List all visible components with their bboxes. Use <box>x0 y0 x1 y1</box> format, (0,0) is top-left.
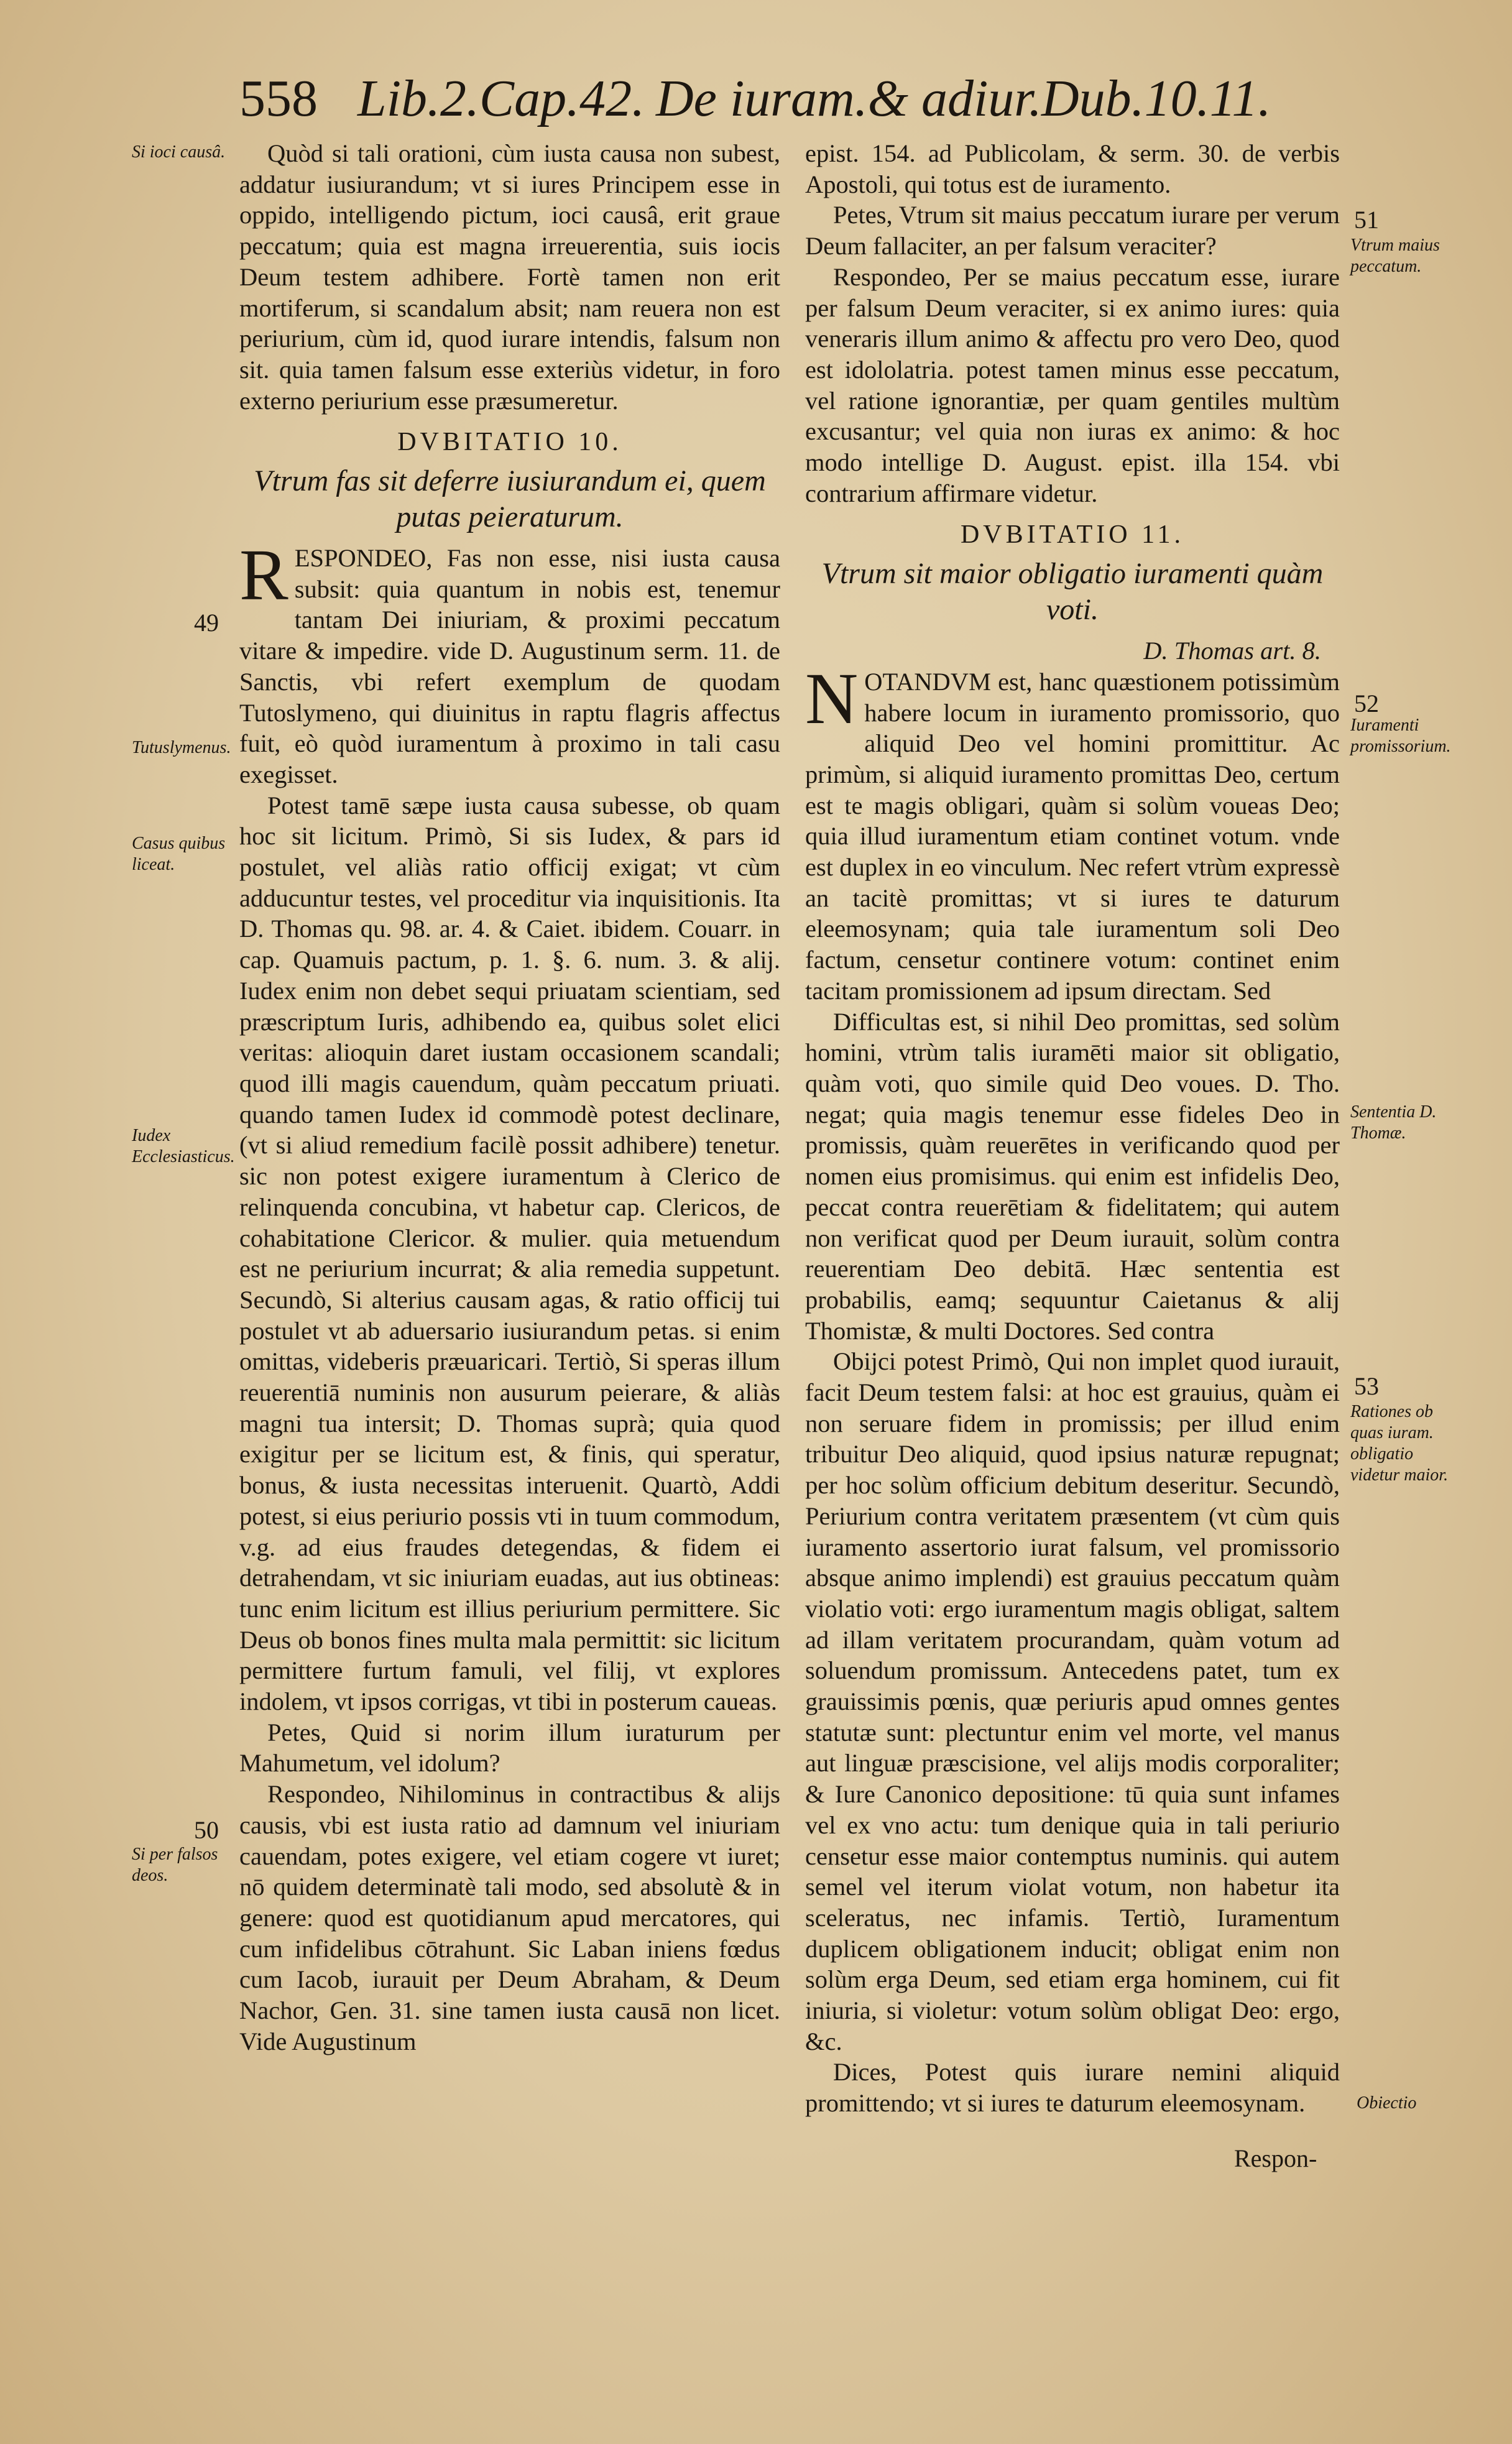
margin-note-si-per-falsos: Si per falsos deos. <box>132 1845 218 1885</box>
book-chapter: Lib.2.Cap.42. <box>357 70 645 127</box>
dubitatio-range: Dub.10.11. <box>1041 70 1271 127</box>
paragraph: Respondeo, Per se maius peccatum esse, iurare per falsum Deum veraciter, si ex animo iures: quia veneraris illum animo & affectu pro vero Deo, quod est idololatria. potest tamen minus esse peccatum, vel ratione ignorantiæ, per quam gentiles multùm excusantur; vel quia non iuras ex animo: & hoc modo intellige D. August. epist. illa 154. vbi contrarium affirmare videtur. <box>805 262 1340 507</box>
dubitatio-question: Vtrum sit maior obligatio iuramenti quàm voti. <box>821 557 1324 627</box>
dubitatio-question: Vtrum fas sit deferre iusiurandum ei, quem putas peieraturum. <box>254 464 766 534</box>
drop-cap: N <box>805 657 859 739</box>
margin-note-obiectio: Obiectio <box>1357 2093 1417 2113</box>
margin-number-51: 51 <box>1354 206 1379 234</box>
page-number: 558 <box>239 70 318 127</box>
margin-number-49: 49 <box>194 609 219 637</box>
paragraph: Difficultas est, si nihil Deo promittas, sed solùm homini, vtrùm talis iuramēti maior sit obligatio, quàm voti, quo simile quid Deo voues. D. Tho. negat; quia magis tenemur esse fideles Deo in promissis, quàm reuerētes in verificando quod per nomen eius promisimus. qui enim est infidelis Deo, peccat contra reuerētiam & fidelitatem; qui autem non verificat quod per Deum iurauit, solùm contra reuerentiam Deo debitā. Hæc sententia est probabilis, eamq; sequuntur Caietanus & alij Thomistæ, & multi Doctores. Sed contra <box>805 1007 1340 1345</box>
margin-number-50: 50 <box>194 1816 219 1844</box>
dubitatio-heading: DVBITATIO 11. <box>960 520 1185 550</box>
margin-number-52: 52 <box>1354 689 1379 717</box>
paragraph: Potest tamē sæpe iusta causa subesse, ob quam hoc sit licitum. Primò, Si sis Iudex, & pars id postulet, vel aliàs ratio officij exigat; vt cùm adducuntur testes, vel proceditur via inquisitionis. Ita D. Thomas qu. 98. ar. 4. & Caiet. ibidem. Couarr. in cap. Quamuis pactum, p. 1. §. 6. num. 3. & alij. Iudex enim non debet sequi priuatam scientiam, sed præscriptum Iuris, adhibendo ea, quibus solet elici veritas: alioquin daret iustam occasionem scandali; quod illi magis cauendum, quàm peccatum priuati. quando tamen Iudex id commodè potest declinare, (vt si aliud remedium facilè possit adhibere) tenetur. sic non potest exigere iuramentum à Clerico de relinquenda concubina, vt habetur cap. Clericos, de cohabitatione Clericor. & mulier. quia metuendum est ne periurium incurrat; & alia remedia suppetunt. Secundò, Si alterius causam agas, & ratio officij tui postulet vt ab aduersario iusiurandum petas. si enim omittas, videberis præuaricari. Tertiò, Si speras illum reuerentiā numinis non ausurum peierare, & aliàs magni tua intersit; D. Thomas suprà; quia quod exigitur per se licitum est, & finis, qui speratur, bonus, & iusta necessitas interuenit. Quartò, Addi potest, si eius periurio possis vti in tuum commodum, v.g. ad eius fraudes detegendas, & fidem ei detrahendam, vt sic iniuriam euadas, aut ius obtineas: tunc enim licitum est illius periurium permittere. Sic Deus ob bonos fines multa mala permittit: sic licitum permittere furtum famuli, vel filij, vt explores indolem, vt ipsos corrigas, vt tibi in posterum caueas. <box>239 791 780 1716</box>
margin-note-rationes: Rationes ob quas iuram. obligatio videtur maior. <box>1350 1402 1449 1485</box>
margin-number-53: 53 <box>1354 1372 1379 1400</box>
margin-note-iudex: Iudex Ecclesiasticus. <box>132 1126 235 1166</box>
paragraph: Quòd si tali orationi, cùm iusta causa non subest, addatur iusiurandum; vt si iures Principem esse in oppido, intelligendo pictum, ioci causâ, erit graue peccatum; quia est magna irreuerentia, suis iocis Deum testem adhibere. Fortè tamen non erit mortiferum, si scandalum absit; nam reuera non est periurium, cùm id, quod iurare intendis, falsum non sit. quia tamen falsum esse exteriùs videtur, in foro externo periurium esse præsumeretur. <box>239 139 780 415</box>
drop-cap: R <box>239 534 288 616</box>
margin-note-utrum-maius: Vtrum maius peccatum. <box>1350 236 1440 276</box>
paragraph-text: OTANDVM est, hanc quæstionem potissimùm habere locum in iuramento promissorio, quo aliquid Deo vel homini promittitur. Ac primùm, si aliquid iuramento promittas Deo, certum est te magis obligari, quàm si solùm voueas Deo; quia illud iuramentum etiam continet votum. vnde est duplex in eo vinculum. Nec refert vtrùm expressè an tacitè promittas; vt si iures te daturum eleemosynam; quia tale iuramentum soli Deo factum, censetur continere votum: continet enim tacitam promissionem ad ipsum directam. Sed <box>805 667 1340 1005</box>
paragraph: Petes, Quid si norim illum iuraturum per Mahumetum, vel idolum? <box>239 1718 780 1778</box>
dubitatio-heading: DVBITATIO 10. <box>397 428 622 457</box>
running-head <box>239 68 1271 137</box>
left-column <box>239 138 780 2057</box>
margin-note-si-ioci: Si ioci causâ. <box>132 142 226 162</box>
margin-note-sententia: Sententia D. Thomæ. <box>1350 1102 1437 1143</box>
margin-note-casus: Casus quibus liceat. <box>132 834 226 874</box>
paragraph: Respondeo, Nihilominus in contractibus & alijs causis, vbi est iusta ratio ad damnum vel iniuriam cauendam, potes exigere, vel etiam cogere vt iuret; nō quidem determinatè tali modo, sed absolutè & in genere: quod est quotidianum apud mercatores, qui cum infidelibus cōtrahunt. Sic Laban iniens fœdus cum Iacob, iurauit per Deum Abraham, & Deum Nachor, Gen. 31. sine tamen iusta causā non licet. Vide Augustinum <box>239 1780 780 2055</box>
section-title: De iuram.& adiur. <box>656 70 1042 127</box>
margin-note-tutuslymenus: Tutuslymenus. <box>132 738 231 757</box>
paragraph: epist. 154. ad Publicolam, & serm. 30. de verbis Apostoli, qui totus est de iuramento. <box>805 139 1340 198</box>
citation: D. Thomas art. 8. <box>1143 637 1321 665</box>
paragraph: Obijci potest Primò, Qui non implet quod iurauit, facit Deum testem falsi: at hoc est grauius, quàm ei non seruare fidem in promissis; per illud enim tribuitur Deo aliquid, quod ipsius naturæ repugnat; per hoc solùm officium debitum deseritur. Secundò, Periurium contra veritatem præsentem (vt cùm quis iuramento assertorio iurat falsum, vel promissorio absque animo implendi) est grauius peccatum quàm violatio voti: ergo iuramentum magis obligat, saltem ad illam veritatem procurandam, quàm votum ad soluendum promissum. Antecedens patet, tum ex grauissimis pœnis, quæ periuris apud omnes gentes statutæ sunt: plectuntur enim vel morte, vel manus aut linguæ præscisione, vel alijs modis corporaliter; & Iure Canonico depositione: tū quia sunt infames vel ex vno actu: tum denique quia in tali periurio censetur esse maior contemptus numinis. qui autem semel vel iterum violat votum, non habetur ita sceleratus, nec infamis. Tertiò, Iuramentum duplicem obligationem inducit; obligat enim non solùm erga Deum, sed etiam erga hominem, cui fit iniuria, si violetur: votum solùm obligat Deo: ergo, &c. <box>805 1347 1340 2055</box>
paragraph <box>805 657 1340 1007</box>
paragraph: Dices, Potest quis iurare nemini aliquid promittendo; vt si iures te daturum eleemosynam. <box>805 2058 1340 2118</box>
paragraph: Petes, Vtrum sit maius peccatum iurare per verum Deum fallaciter, an per falsum veraciter? <box>805 201 1340 261</box>
catchword: Respon- <box>1234 2144 1317 2172</box>
margin-note-iuramenti: Iuramenti promissorium. <box>1350 716 1451 756</box>
paragraph-text: ESPONDEO, Fas non esse, nisi iusta causa subsit: quia quantum in nobis est, tenemur tantam Dei iniuriam, & proximi peccatum vitare & impedire. vide D. Augustinum serm. 11. de Sanctis, vbi refert exemplum de quodam Tutoslymeno, qui diuinitus in raptu flagris affectus fuit, eò quòd iuramentum à proximo in tali casu exegisset. <box>239 544 780 788</box>
right-column <box>805 138 1340 2119</box>
paragraph <box>239 534 780 790</box>
